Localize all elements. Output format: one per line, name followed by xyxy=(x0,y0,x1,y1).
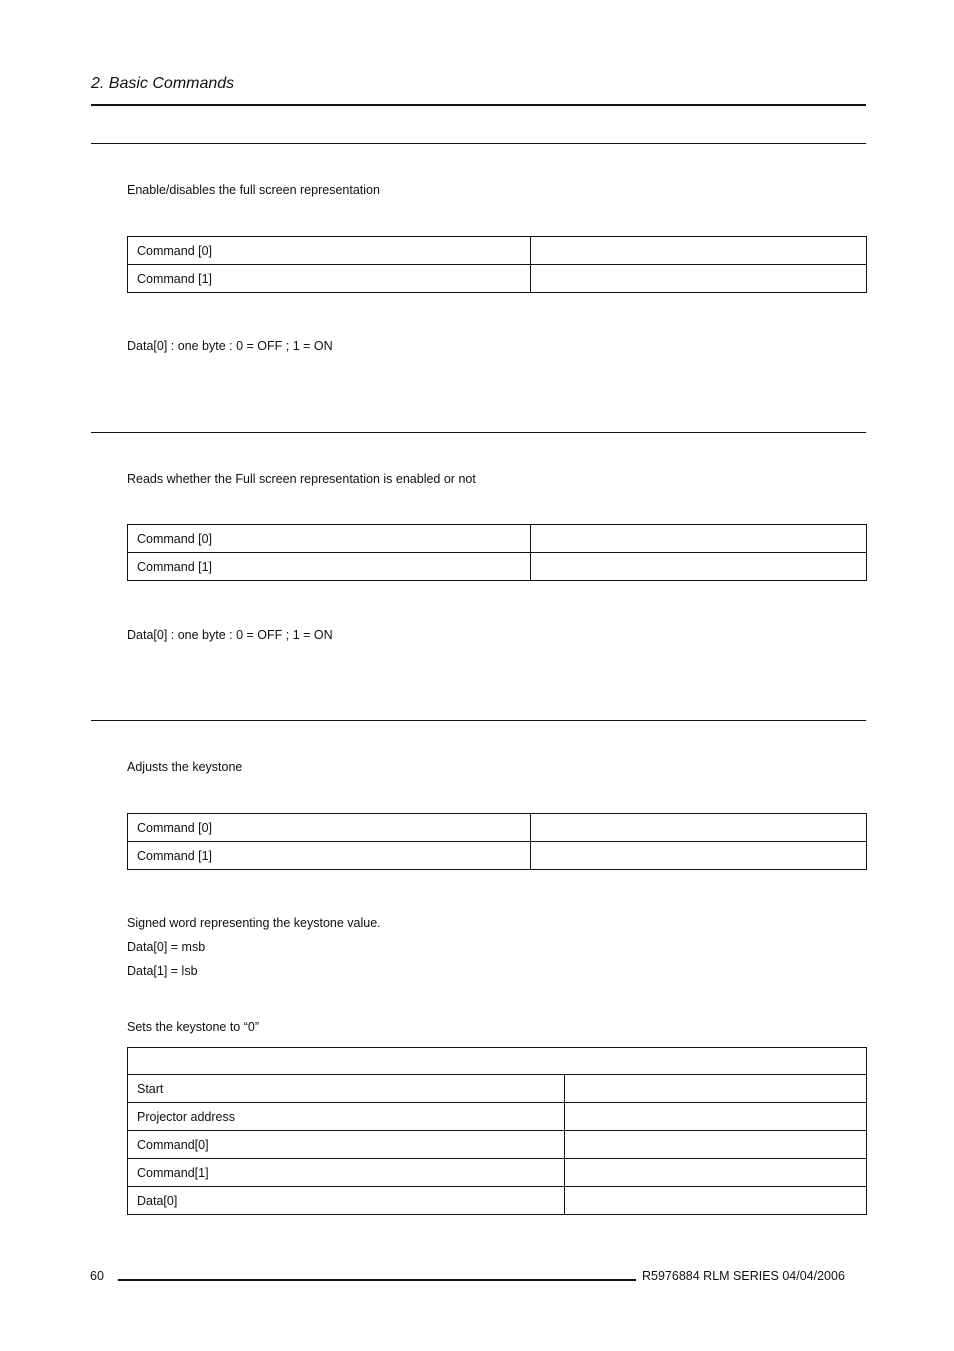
table-cell-label: Command [1] xyxy=(128,265,531,293)
page-number: 60 xyxy=(90,1269,104,1283)
table-cell-value xyxy=(531,265,867,293)
table-row xyxy=(128,265,867,293)
section-3-command-table xyxy=(127,813,867,870)
table-cell-label: Data[0] xyxy=(128,1187,565,1215)
table-row xyxy=(128,553,867,581)
table-cell-label: Command[1] xyxy=(128,1159,565,1187)
example-description: Sets the keystone to “0” xyxy=(127,1020,260,1034)
table-cell-value xyxy=(531,814,867,842)
table-row xyxy=(128,1103,867,1131)
footer-rule xyxy=(118,1279,636,1281)
section-1-description: Enable/disables the full screen representation xyxy=(127,183,380,197)
table-cell-value xyxy=(531,525,867,553)
table-cell-value xyxy=(565,1159,867,1187)
table-row xyxy=(128,525,867,553)
table-cell-value xyxy=(565,1075,867,1103)
table-row xyxy=(128,1075,867,1103)
table-cell-value xyxy=(565,1103,867,1131)
section-2-rule xyxy=(91,432,866,433)
table-cell-label: Command [1] xyxy=(128,553,531,581)
section-1-rule xyxy=(91,143,866,144)
table-cell-label: Command [1] xyxy=(128,842,531,870)
table-cell-label: Command[0] xyxy=(128,1131,565,1159)
table-row xyxy=(128,1131,867,1159)
section-3-note: Data[0] = msb xyxy=(127,940,206,954)
table-row xyxy=(128,842,867,870)
section-2-note: Data[0] : one byte : 0 = OFF ; 1 = ON xyxy=(127,628,333,642)
section-1-note: Data[0] : one byte : 0 = OFF ; 1 = ON xyxy=(127,339,333,353)
table-cell-label: Start xyxy=(128,1075,565,1103)
section-2-command-table xyxy=(127,524,867,581)
section-2-description: Reads whether the Full screen representation is enabled or not xyxy=(127,472,476,486)
table-row xyxy=(128,1159,867,1187)
table-row xyxy=(128,1048,867,1075)
table-cell-label: Command [0] xyxy=(128,814,531,842)
table-cell-value xyxy=(531,842,867,870)
header-rule xyxy=(91,104,866,106)
section-3-note: Data[1] = lsb xyxy=(127,964,198,978)
example-table xyxy=(127,1047,867,1215)
table-cell-value xyxy=(531,553,867,581)
table-row xyxy=(128,1187,867,1215)
example-header-cell xyxy=(128,1048,867,1075)
section-3-description: Adjusts the keystone xyxy=(127,760,243,774)
table-cell-label: Command [0] xyxy=(128,525,531,553)
table-cell-value xyxy=(531,237,867,265)
table-cell-value xyxy=(565,1187,867,1215)
table-row xyxy=(128,814,867,842)
table-cell-label: Command [0] xyxy=(128,237,531,265)
table-cell-value xyxy=(565,1131,867,1159)
section-1-command-table xyxy=(127,236,867,293)
table-row xyxy=(128,237,867,265)
page-header-title: 2. Basic Commands xyxy=(91,75,235,92)
document-reference: R5976884 RLM SERIES 04/04/2006 xyxy=(642,1269,845,1283)
section-3-note: Signed word representing the keystone value. xyxy=(127,916,381,930)
section-3-rule xyxy=(91,720,866,721)
table-cell-label: Projector address xyxy=(128,1103,565,1131)
